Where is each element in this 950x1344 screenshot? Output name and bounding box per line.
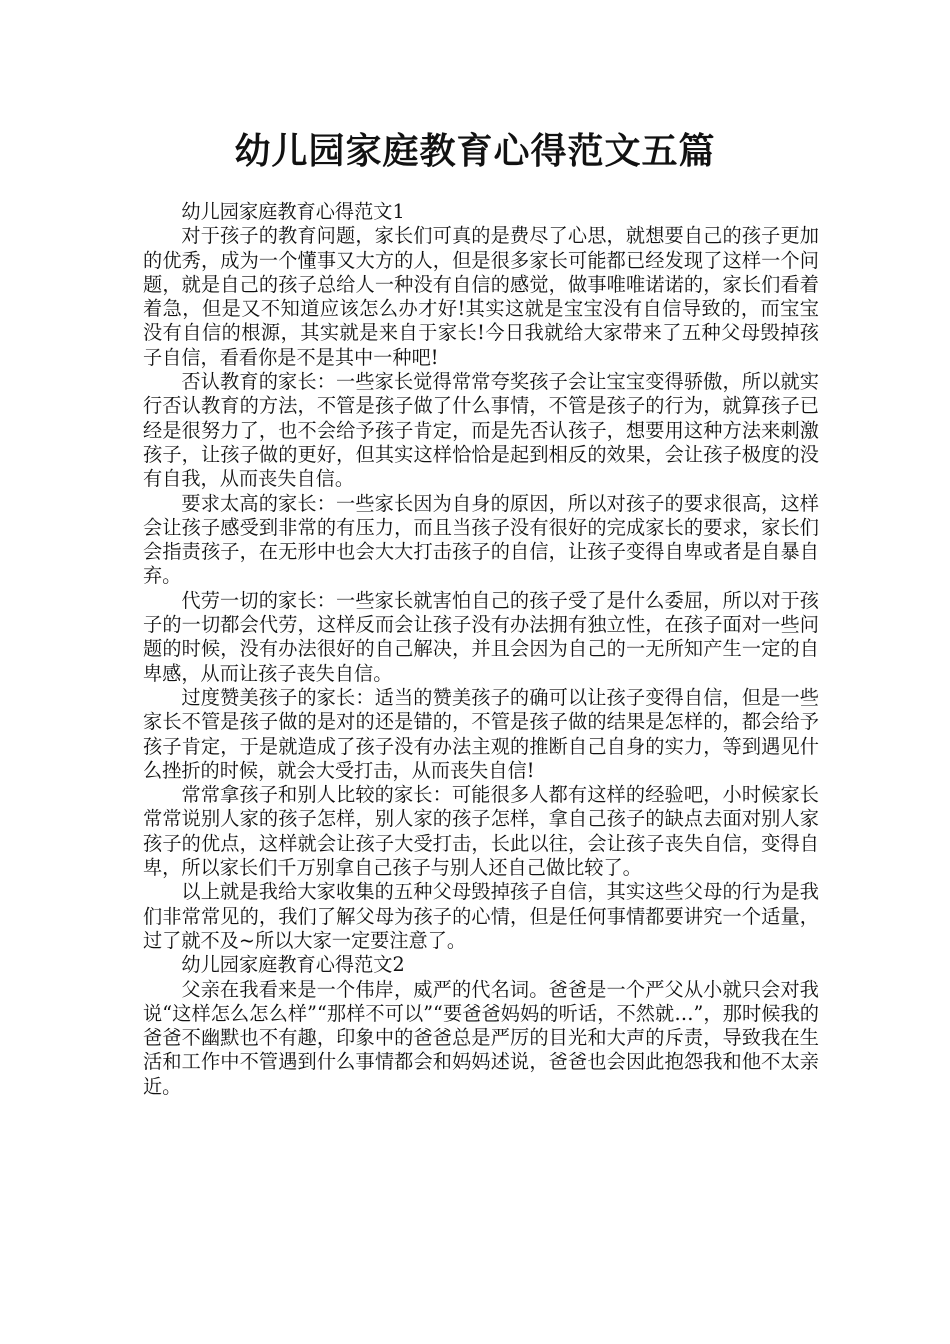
paragraph-comparing-parents: 常常拿孩子和别人比较的家长：可能很多人都有这样的经验吧，小时候家长常常说别人家的孩子怎样，别人家的孩子怎样，拿自己孩子的缺点去面对别人家孩子的优点，这样就会让孩子大受打击，长此以往，会让孩子丧失自信，变得自卑，所以家长们千万别拿自己孩子与别人还自己做比较了。 bbox=[143, 783, 819, 880]
paragraph-denial-parents: 否认教育的家长：一些家长觉得常常夸奖孩子会让宝宝变得骄傲，所以就实行否认教育的方法，不管是孩子做了什么事情，不管是孩子的行为，就算孩子已经是很努力了，也不会给予孩子肯定，而是先否认孩子，想要用这种方法来刺激孩子，让孩子做的更好，但其实这样恰恰是起到相反的效果，会让孩子极度的没有自我，从而丧失自信。 bbox=[143, 370, 819, 491]
paragraph-high-demand-parents: 要求太高的家长：一些家长因为自身的原因，所以对孩子的要求很高，这样会让孩子感受到非常的有压力，而且当孩子没有很好的完成家长的要求，家长们会指责孩子，在无形中也会大大打击孩子的自信，让孩子变得自卑或者是自暴自弃。 bbox=[143, 491, 819, 588]
paragraph-intro: 对于孩子的教育问题，家长们可真的是费尽了心思，就想要自己的孩子更加的优秀，成为一个懂事又大方的人，但是很多家长可能都已经发现了这样一个问题，就是自己的孩子总给人一种没有自信的感觉，做事唯唯诺诺的，家长们看着着急，但是又不知道应该怎么办才好!其实这就是宝宝没有自信导致的，而宝宝没有自信的根源，其实就是来自于家长!今日我就给大家带来了五种父母毁掉孩子自信，看看你是不是其中一种吧! bbox=[143, 224, 819, 369]
document-body bbox=[143, 200, 819, 1099]
paragraph-overpraising-parents: 过度赞美孩子的家长：适当的赞美孩子的确可以让孩子变得自信，但是一些家长不管是孩子做的是对的还是错的，不管是孩子做的结果是怎样的，都会给予孩子肯定，于是就造成了孩子没有办法主观的推断自己自身的实力，等到遇见什么挫折的时候，就会大受打击，从而丧失自信! bbox=[143, 685, 819, 782]
document-title: 幼儿园家庭教育心得范文五篇 bbox=[234, 131, 716, 172]
section-heading-1: 幼儿园家庭教育心得范文1 bbox=[181, 200, 405, 223]
paragraph-overprotective-parents: 代劳一切的家长：一些家长就害怕自己的孩子受了是什么委屈，所以对于孩子的一切都会代劳，这样反而会让孩子没有办法拥有独立性，在孩子面对一些问题的时候，没有办法很好的自己解决，并且会因为自己的一无所知产生一定的自卑感，从而让孩子丧失自信。 bbox=[143, 588, 819, 685]
section-heading-2: 幼儿园家庭教育心得范文2 bbox=[181, 953, 405, 977]
paragraph-summary: 以上就是我给大家收集的五种父母毁掉孩子自信，其实这些父母的行为是我们非常常见的，我们了解父母为孩子的心情，但是任何事情都要讲究一个适量，过了就不及~所以大家一定要注意了。 bbox=[143, 880, 819, 952]
paragraph-father: 父亲在我看来是一个伟岸，威严的代名词。爸爸是一个严父从小就只会对我说“这样怎么怎么样”“那样不可以”“要爸爸妈妈的听话，不然就…”，那时候我的爸爸不幽默也不有趣，印象中的爸爸总是严厉的目光和大声的斥责，导致我在生活和工作中不管遇到什么事情都会和妈妈述说，爸爸也会因此抱怨我和他不太亲近。 bbox=[143, 977, 819, 1098]
